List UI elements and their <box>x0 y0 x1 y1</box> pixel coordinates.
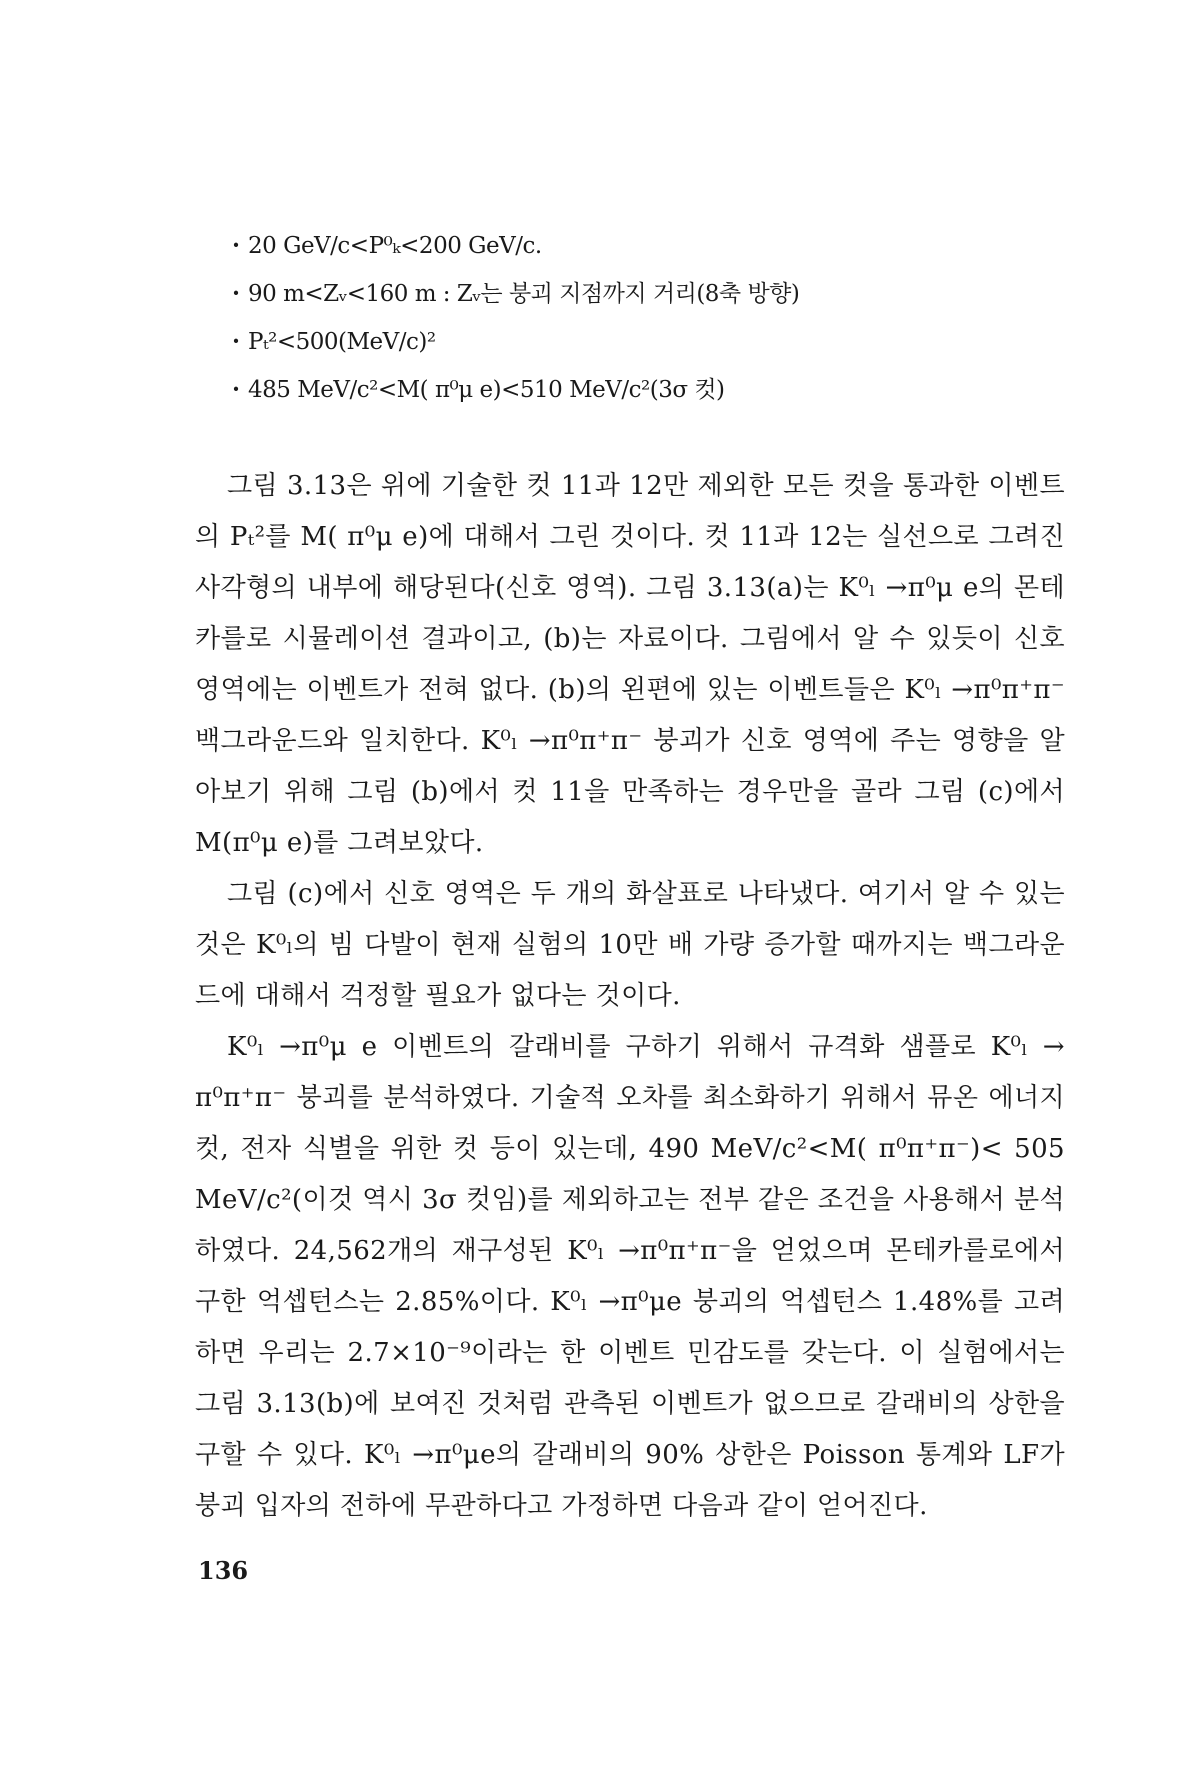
page-number: 136 <box>198 1556 249 1585</box>
cut-condition-text: Pₜ²<500(MeV/c)² <box>248 329 436 355</box>
bullet-dot-icon: · <box>232 328 240 355</box>
paragraph-branching-ratio: K⁰ₗ →π⁰μ e 이벤트의 갈래비를 구하기 위해서 규격화 샘플로 K⁰ₗ → π⁰π⁺π⁻ 붕괴를 분석하였다. 기술적 오차를 최소화하기 위해서 뮤온 에너지 컷, 전자 식별을 위한 컷 등이 있는데, 490 MeV/c²<M( π⁰π⁺π⁻)< 505 MeV/c²(이것 역시 3σ 컷임)를 제외하고는 전부 같은 조건을 사용해서 분석하였다. 24,562개의 재구성된 K⁰ₗ →π⁰π⁺π⁻을 얻었으며 몬테카를로에서 구한 억셉턴스는 2.85%이다. K⁰ₗ →π⁰μe 붕괴의 억셉턴스 1.48%를 고려하면 우리는 2.7×10⁻⁹이라는 한 이벤트 민감도를 갖는다. 이 실험에서는 그림 3.13(b)에 보여진 것처럼 관측된 이벤트가 없으므로 갈래비의 상한을 구할 수 있다. K⁰ₗ →π⁰μe의 갈래비의 90% 상한은 Poisson 통계와 LF가 붕괴 입자의 전하에 무관하다고 가정하면 다음과 같이 얻어진다. <box>195 1032 1065 1521</box>
cut-condition-text: 20 GeV/c<P⁰ₖ<200 GeV/c. <box>248 233 542 259</box>
bullet-dot-icon: · <box>232 232 240 259</box>
cut-condition-text: 485 MeV/c²<M( π⁰μ e)<510 MeV/c²(3σ 컷) <box>248 377 725 403</box>
bullet-dot-icon: · <box>232 280 240 307</box>
cut-condition-item <box>232 318 1092 366</box>
cut-condition-item <box>232 222 1092 270</box>
cut-condition-text: 90 m<Zᵥ<160 m : Zᵥ는 붕괴 지점까지 거리(8축 방향) <box>248 281 800 307</box>
body-text <box>195 461 1065 1532</box>
paragraph-figure-description: 그림 3.13은 위에 기술한 컷 11과 12만 제외한 모든 컷을 통과한 이벤트의 Pₜ²를 M( π⁰μ e)에 대해서 그린 것이다. 컷 11과 12는 실선으로 그려진 사각형의 내부에 해당된다(신호 영역). 그림 3.13(a)는 K⁰ₗ →π⁰μ e의 몬테카를로 시뮬레이션 결과이고, (b)는 자료이다. 그림에서 알 수 있듯이 신호 영역에는 이벤트가 전혀 없다. (b)의 왼편에 있는 이벤트들은 K⁰ₗ →π⁰π⁺π⁻ 백그라운드와 일치한다. K⁰ₗ →π⁰π⁺π⁻ 붕괴가 신호 영역에 주는 영향을 알아보기 위해 그림 (b)에서 컷 11을 만족하는 경우만을 골라 그림 (c)에서 M(π⁰μ e)를 그려보았다. <box>195 471 1065 858</box>
bullet-dot-icon: · <box>232 376 240 403</box>
cut-conditions-list <box>232 222 1092 414</box>
cut-condition-item <box>232 366 1092 414</box>
cut-condition-item <box>232 270 1092 318</box>
paragraph-signal-region: 그림 (c)에서 신호 영역은 두 개의 화살표로 나타냈다. 여기서 알 수 있는 것은 K⁰ₗ의 빔 다발이 현재 실험의 10만 배 가량 증가할 때까지는 백그라운드에 대해서 걱정할 필요가 없다는 것이다. <box>195 879 1065 1011</box>
